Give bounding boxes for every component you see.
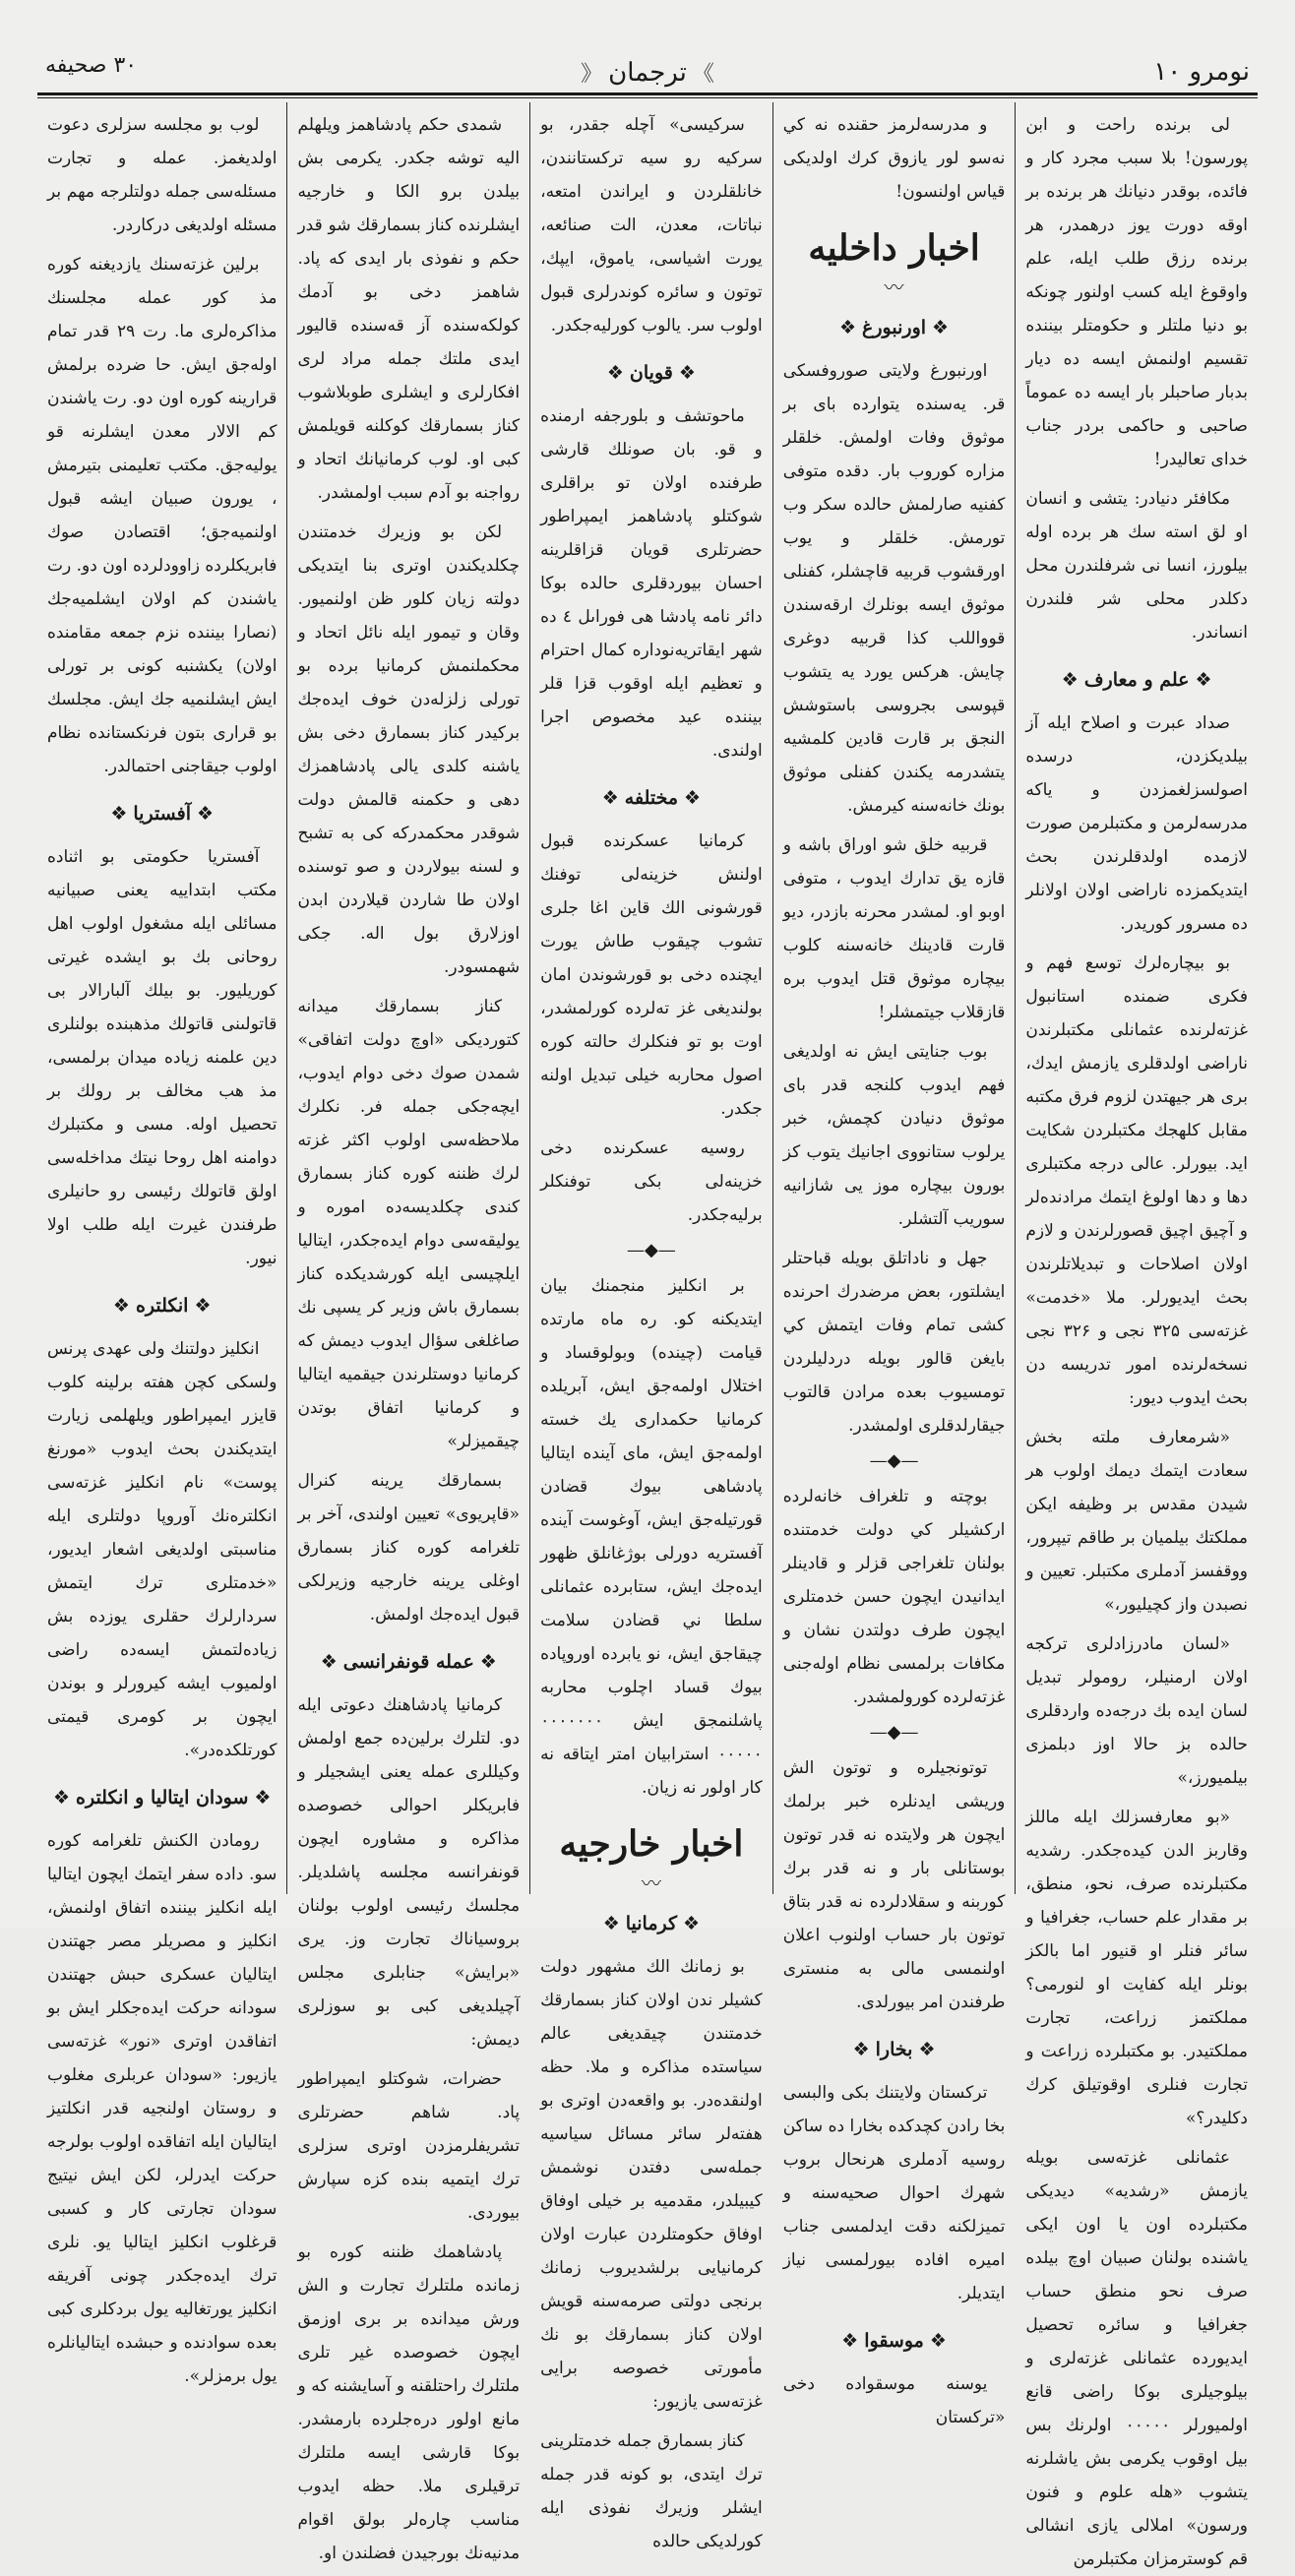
article-paragraph: مكافئر دنيادر: يتشى و انسان او لق استه سك هر برده اوله بيلورز، انسا نى شرفلندرن محل دكلدر محلى شر فلندرن انساندر. [1025, 489, 1248, 643]
section-heading-text: موسقوا [864, 2330, 924, 2352]
column-5 [37, 102, 286, 2386]
section-ornament: ❖ [197, 803, 215, 825]
section-ornament: ❖ [852, 2039, 870, 2060]
section-heading [297, 1645, 520, 1679]
section-heading [47, 797, 277, 830]
column-4 [286, 102, 529, 2563]
section-heading-text: آفستريا [133, 803, 191, 825]
page-number: ۳۰ صحيفه [45, 53, 138, 78]
section-heading [783, 2324, 1006, 2358]
major-heading: اخبار خارجيه [559, 1823, 744, 1865]
section-ornament: ❖ [1061, 669, 1079, 691]
section-heading-text: علم و معارف [1083, 669, 1190, 691]
section-ornament: ❖ [918, 2039, 936, 2060]
article-paragraph: پادشاهمك ظننه كوره بو زمانده ملتلرك تجارت و الش ورش ميدانده بر برى اوزمق ايچون خصوصده غير تلرى ملتلرك راحتلقنه و آسايشنه كه و مانع اولور دره‌جلرده بارمشدر. بوكا قارشى ايسه ملتلرك ترقيلرى ملا. حظه ايدوب مناسب چاره‌لر بولق اقوام مدنيه‌نك بورجيدن فضلندن او. [297, 2242, 521, 2563]
section-heading-text: قويان [629, 362, 673, 384]
section-ornament: ❖ [932, 317, 950, 338]
section-heading [540, 1907, 763, 1940]
article-paragraph: سركيسى» آچله جقدر، بو سركيه رو سيه تركستانندن، خانلقلردن و ايراندن امتعه، نباتات، معدن، الت صنائعه، يورت اشياسى، ياموق، ايپك، توتون و سائره كوندرلرى قبول اولوب سر. يالوب كورليه‌جكدر. [540, 115, 763, 336]
article-divider: —◆— [869, 1450, 919, 1471]
masthead-title [575, 57, 720, 88]
article-paragraph: توتونجيلره و توتون الش وريشى ايدنلره خبر برلمك ايچون هر ولايتده نه قدر توتون بوستانلى بار و نه قدر برك كوربنه و سقلادلرده نه قدر بتاق توتون بار حساب اولنوب اعلان اولنمسى مالى به منسترى طرفندن امر بيورلدى. [782, 1758, 1006, 2012]
major-heading-block [783, 226, 1006, 297]
masthead-ornament-right: 》 [692, 62, 714, 87]
article-paragraph: لكن بو وزيرك خدمتندن چكلديكندن اوترى بنا ايتديكى دولته زيان كلور ظن اولنميور. وقان و تيمور ايله نائل اتحاد و محكملنمش كرمانيا برده بو تورلى زلزله‌دن خوف ايده‌جك بركيدر كناز بسمارق دخى بش ياشنه كلدى يالى پادشاهمزك دهى و حكمنه قالمش دولت شوقدر محكمدركه كى به تشبح و لسنه بيولاردن و صو توسنده اولان طا شاردن قيلاردن ابدن اوزلارق بول اله. جكى شهمسودر. [297, 522, 521, 977]
section-heading-text: عمله قونفرانسى [342, 1651, 474, 1673]
section-ornament: ❖ [602, 1913, 620, 1934]
article-paragraph: كناز بسمارق جمله خدمتلرينى ترك ايتدى، بو كونه قدر جمله ايشلر وزيرك نفوذى ايله كورلديكى حالده [540, 2431, 763, 2551]
article-paragraph: يوسنه موسقواده دخى «تركستان [782, 2374, 1006, 2427]
masthead-ornament-left: 《 [581, 62, 603, 87]
section-heading [1025, 663, 1248, 697]
section-ornament: ❖ [1195, 669, 1212, 691]
article-paragraph: اورنبورغ ولايتى صوروفسكى قر. يه‌سنده يتوارده باى بر موثوق وفات اولمش. خلقلر مزاره كوروب بار. دقده متوفى كفنيه صارلمش حالده سكر وب تورمش. خلقلر و يوب اورقشوب قربيه قاچشلر، كفنلى موثوق ايسه بونلرك ارقه‌سندن قوواللب كذا قربيه دوغرى چايش. هركس يورد يه يتشوب قپوسى بجروسى باستوشش النجق بر قارت قادين كلمشيه يتشدرمه يكندن كفنلى موثوق بونك خانه‌سنه كيرمش. [782, 361, 1006, 816]
article-paragraph: روسيه عسكرنده دخى خزينه‌لى بكى توفنكلر برليه‌جكدر. [540, 1138, 763, 1225]
major-heading: اخبار داخليه [808, 227, 980, 269]
section-heading [783, 2033, 1006, 2066]
article-paragraph: شمدى حكم پادشاهمز ويلهلم اليه توشه جكدر. يكرمى بش بيلدن برو الكا و خارجيه ايشلرنده كناز بسمارقك شو قدر حكم و نفوذى بار ايدى كه پاد. شاهمز دخى بو آدمك كولكه‌سنده آز قه‌سنده قاليور ايدى ملتك جمله مراد لرى افكارلرى و ايشلرى طوبلاشوب كناز بسمارقك كوكلنه قويلمش كبى او. لوب كرمانيانك اتحاد و رواجنه بو آدم سبب اولمشدر. [297, 115, 521, 503]
section-heading-text: مختلفه [624, 787, 679, 809]
article-paragraph: و مدرسه‌لرمز حقنده نه كي نه‌سو لور يازوق كرك اولديكى قياس اولنسون! [782, 115, 1006, 202]
section-ornament: ❖ [112, 1295, 130, 1317]
header-rule-thick [37, 92, 1258, 95]
heading-ornament: 〰 [641, 1871, 661, 1895]
article-paragraph: آفستريا حكومتى بو اثناده مكتب ابتداييه يعنى صبيانيه مسائلى ايله مشغول اولوب اهل روحانى بك بو ايشده غيرتى كوريليور. بو بيلك آلبارالار بى قاتولىنى قاتولك مذهبنده بولنلرى دين علمنه زياده ميدان برلمسى، مذ هب مخالف بر رولك بر تحصيل اوله. مسى و مكتبلرك دوامنه اهل روحا نيتك مداخله‌سى اولق قاتولك رئيسى رو حانيلرى طرفندن غيرت ايله طلب اولا نيور. [46, 847, 278, 1268]
article-divider: —◆— [869, 1722, 919, 1743]
issue-number: نومرو ۱۰ [1153, 57, 1250, 87]
article-paragraph: لى برنده راحت و ابن پورسون! بلا سبب مجرد كار و فائده، بوقدر دنيانك هر برنده بر اوقه دورت يوز درهمدر، هر برنده رزق طلب ايله، علم واوقوغ ايله كسب اولنور چونكه بو دنيا ملتلر و حكومتلر بيننده تقسيم اولنمش ايسه ده ديار بدبار صاحبلر بار ايسه ده عموماً صاحبى و حاكمى بردر جناب خداى تعاليدر! [1025, 115, 1248, 469]
section-heading-text: اورنبورغ [862, 317, 927, 338]
article-paragraph: لوب بو مجلسه سزلرى دعوت اولديغمز. عمله و تجارت مسئله‌سى جمله دولتلرجه مهم بر مسئله اولديغى دركاردر. [46, 115, 278, 235]
article-paragraph: بو بيچارەلرك توسع فهم و فكرى ضمنده استانبول غزته‌لرنده عثمانلى مكتبلرندن ناراضى اولدقلرى يازمش ايدك، برى هر جيهتدن لزوم فرق مكتبه مقابل كلهجك مكتبلردن شكايت ايد. بيورلر. عالى درجه مكتبلرى دها و دها اولوغ ايتمك مرادنده‌لر و آچيق اچيق قصورلرندن و لازم اولان اصلاحات و تبديلاتلرندن بحث ايديورلر. ملا «خدمت» غزته‌سى ۳۲۵ نجى و ۳۲۶ نجى نسخه‌لرنده امور تدريسه دن بحث ايدوب ديور: [1025, 953, 1248, 1408]
section-heading-text: انكلتره [135, 1295, 189, 1317]
article-paragraph: عثمانلى غزته‌سى بويله يازمش «رشديه» ديديكى مكتبلرده اون يا اون ايكى ياشنده بولنان صبيان اوچ بيلده صرف نحو منطق حساب جغرافيا و سائره تحصيل ايديورده عثمانلى غزته‌لرى و بيلوجيلرى بوكا راضى قانع اولميورلر ۰۰۰۰۰ اولرنك بس بيل اوقوب يكرمى بش ياشلرنه يتشوب «هله علوم و فنون ورسون» املالى يازى انشالى قم كوسترمزان مكتبلرمن [1025, 2148, 1249, 2569]
masthead-title-text: ترجمان [608, 58, 687, 88]
article-paragraph: صداد عبرت و اصلاح ايله آز بيلديكزدن، درسده اصولسزلغمزدن و ياكه مدرسه‌لرمن و مكتبلرمن صورت لازمده اولدقلرندن بحث ايتديكمزده ناراضى اولان اولانلر ده مسرور كوريدر. [1025, 713, 1248, 934]
article-paragraph: ماحوتشف و بلورجفه ارمنده و قو. بان صونلك قارشى طرفنده اولان تو براقلرى شوكتلو پادشاهمز ايمپراطور حضرتلرى قويان قزاقلرينه احسان بيوردقلرى حالده بوكا دائر نامه پادشا هى فوراىل ٤ ده شهر ايقاتريه‌نوداره كمال احترام و تعظيم ايله اوقوب قزا قلر بيننده عيد مخصوص اجرا اولندى. [540, 406, 763, 761]
article-paragraph: بر انكليز منجمنك بيان ايتديكنه كو. ره ماه مارتده قيامت (چينده) وبولوقساد و اختلال اولمه‌جق ايش، آبريلده كرمانيا حكمدارى يك خسته اولمه‌جق ايش، ماى آينده ايتاليا پادشاهى بيوك قضادن قورتيله‌جق ايش، آوغوست آينده آفستريه دورلى بوژغانلق ظهور ايده‌جك ايش، ستابرده عثمانلى سلطا ني قضادن سلامت چيقاجق ايش، نو يابرده اوروپاده بيوك قساد اچلوب محاربه پاشلنمجق ايش ۰۰۰۰۰۰۰ ۰۰۰۰۰ استرابيان امتر ايتاقه نه كار اولور نه زيان. [540, 1276, 763, 1798]
page-header [37, 51, 1258, 98]
section-ornament: ❖ [841, 2330, 859, 2352]
article-paragraph: جهل و ناداتلق بويله قباحتلر ايشلتور، بعض مرضدرك احرنده كشى تمام وفات ايتمش كي بايغن قالور بويله دردليلردن تومسيوب بعده مرادن قالتوب جيقارلدقلرى اولمشدر. [782, 1249, 1006, 1436]
section-heading-text: سودان ايتاليا و انكلتره [76, 1787, 249, 1809]
article-paragraph: بوچته و تلغراف خانه‌لرده اركشيلر كي دولت خدمتنده بولنان تلغراجى قزلر و قادينلر ايدانيدن ايچون حسن خدمتلرى ايچون طرف دولتدن نشان و مكافات برلمسى نظام اوله‌جنى غزته‌لرده كورولمشدر. [782, 1487, 1006, 1707]
article-paragraph: «بو معارفسزلك ايله ماللز وقاربز الدن كيده‌جكدر. رشديه مكتبلرنده صرف، نحو، منطق، بر مقدار علم حساب، جغرافيا و سائر فنلر او قنيور اما بالكز بونلر ايله كفايت او لنورمى؟ مملكتمز زراعت، تجارت مملكتيدر. بو مكتبلرده زراعت و تجارت فنلرى اوقوتيلق كرك دكليدر؟» [1025, 1808, 1248, 2128]
section-ornament: ❖ [479, 1651, 497, 1673]
article-divider: —◆— [626, 1240, 676, 1260]
section-ornament: ❖ [110, 803, 128, 825]
section-ornament: ❖ [929, 2330, 947, 2352]
article-paragraph: برلين غزته‌سنك يازديغنه كوره مذ كور عمله مجلسنك مذاكره‌لرى ما. رت ٢٩ قدر تمام اوله‌جق ايش. حا ضرده برلمش قرارينه كوره اون دو. رت ياشندن كم الالار معدن ايشلرنه قو يوليه‌جق. مكتب تعليمنى بتيرمش ، يورون صبيان ايشه قبول اولنميه‌جق؛ اقتصادن صوك فابريكلرده زاوودلرده اون دو. رت ياشندن كم اولان ايشلميه‌جك (نصارا بيننده نزم جمعه مقامنده اولان) يكشنبه كونى بر تورلى ايش ايشلنميه جك ايش. مجلسك بو قرارى بتون فرنكستانده نظام اولوب جيقاجنى احتمالدر. [46, 255, 278, 776]
article-paragraph: انكليز دولتنك ولى عهدى پرنس ولسكى كچن هفته برلينه كلوب قايزر ايمپراطور ويلهلمى زيارت ايتديكندن بحث ايدوب «مورنغ پوست» نام انكليز غزته‌سى انكلتره‌نك آوروپا دولتلرى ايله مناسبتى اولديغى اشعار ايديور، «خدمتلرى ترك ايتمش سردارلرك حقلرى يوزده بش زياده‌لتمش ايسه‌ده راضى اولميوب ايشه كيرورلر و بوندن ايچون بر كومرى قيمتى كورتلكده‌در». [46, 1339, 278, 1760]
section-ornament: ❖ [320, 1651, 338, 1673]
article-paragraph: كناز بسمارقك ميدانه كتورديكى «اوچ دولت اتفاقى» شمدن صوك دخى دوام ايدوب، ايچه‌جكى جمله فر. نكلرك ملاحظه‌سى اولوب اكثر غزته لرك ظننه كوره كناز بسمارق كندى چكلديسه‌ده اموره و يوليقه‌سى دوام ايده‌جكدر، ايتاليا ايلچيسى ايله كورشديكده كناز بسمارق باش وزير كر يسپى نك صاغلغى سؤال ايدوب ديمش كه كرمانيا دوستلرندن جيقميه ايتاليا و كرمانيا اتفاق بوتدن چيقميزلر» [297, 997, 521, 1451]
article-paragraph: بسمارقك يرينه كنرال «قاپريوى» تعيين اولندى، آخر بر تلغرامه كوره كناز بسمارق اوغلى يرينه خارجيه وزيرلكى قبول ايده‌جك اولمش. [297, 1471, 521, 1625]
section-ornament: ❖ [52, 1787, 71, 1809]
article-paragraph: «شرمعارف ملته بخش سعادت ايتمك ديمك اولوب هر شيدن مقدس بر وظيفه ايكن مملكتك بيلميان بر طاقم تيپرور، ووقفسز آدملرى مكتبلر. تعيين و نصبدن واز كچيليور،» [1025, 1428, 1248, 1615]
section-heading [540, 356, 763, 390]
article-paragraph: قربيه خلق شو اوراق باشه و قازه يق تدارك ايدوب ، متوفى اوبو او. لمشدر محرنه بازدر، ديو قارت قادينك خانه‌سنه كلوب بيچاره موثوق قتل ايدوب بره قازقلاب جيتمشلر! [782, 835, 1006, 1022]
article-paragraph: كرمانيا پادشاهنك دعوتى ايله دو. لتلرك برلين‌ده جمع اولمش وكيللرى عمله يعنى ايشجيلر و فابريكلر احوالى خصوصده مذاكره و مشاوره ايچون قونفرانسه مجلسه پاشلديلر. مجلسك رئيسى اولوب بولنان بروسياناك تجارت وز. يرى «برايش» جنابلرى مجلس آچيلديغى كبى بو سوزلرى ديمش: [297, 1695, 521, 2050]
article-paragraph: حضرات، شوكتلو ايمپراطور پاد. شاهم حضرتلرى تشريفلرمزدن اوترى سزلرى ترك ايتميه بنده كزه سپارش بيوردى. [297, 2069, 521, 2223]
section-heading [47, 1781, 277, 1814]
header-rule-thin [37, 97, 1258, 98]
section-ornament: ❖ [678, 362, 696, 384]
column-3 [529, 102, 772, 2551]
heading-ornament: 〰 [884, 276, 904, 299]
text-columns [37, 102, 1258, 2569]
section-ornament: ❖ [194, 1295, 212, 1317]
article-paragraph: «لسان مادرزادلرى تركجه اولان ارمنيلر، رومولر تبديل لسان ايده بك درجه‌ده واردقلرى حالده بز حالا اوز دبلمزى بيلميورز،» [1025, 1634, 1248, 1788]
column-1 [1015, 102, 1258, 2569]
article-paragraph: رومادن الكنش تلغرامه كوره سو. داده سفر ايتمك ايچون ايتاليا ايله انكليز بيننده اتفاق اولنمش، انكليز و مصريلر مصر جهتندن ايتاليان عسكرى حبش جهتندن سودانه حركت ايده‌جكلر ايش بو اتفاقدن اوترى «نور» غزته‌سى يازيور: «سودان عربلرى مغلوب و روستان اولنجيه قدر انكلتيز ايتاليان ايله اتفاقده اولوب بولرجه حركت ايدرلر، لكن ايش نيتيج سودان تجارتى كار و كسبى قرغلوب انكليز ايتاليا يو. نلرى ترك ايده‌جكدر چونى آفريقه انكليز يورتغاليه يول بردكلرى كبى بعده سوادنده و حبشده ايتاليانلره يول برمزلر». [46, 1831, 278, 2386]
section-ornament: ❖ [606, 362, 624, 384]
section-heading-text: كرمانيا [625, 1913, 678, 1934]
section-ornament: ❖ [601, 787, 619, 809]
article-paragraph: بو زمانك الك مشهور دولت كشيلر ندن اولان كناز بسمارقك خدمتندن چيقديغى عالم سياستده مذاكره و ملا. حظه اولنقده‌در. بو واقعه‌دن اوترى بو هفته‌لر سائر مسائل سياسيه جمله‌سى دفتدن نوشمش كيبيلدر، مقدميه بر خيلى اوفاق اوفاق حكومتلردن عبارت اولان كرمانيايى برلشديروب زمانك برنجى دولتى صرمه‌سنه قويش اولان كناز بسمارقك بو نك مأمورتى خصوصه برايى غزته‌سى يازيور: [540, 1957, 763, 2412]
section-ornament: ❖ [839, 317, 857, 338]
major-heading-block [540, 1822, 763, 1893]
section-ornament: ❖ [683, 1913, 701, 1934]
article-paragraph: بوب جنايتى ايش نه اولديغى فهم ايدوب كلنجه قدر باى موثوق دنيادن كچمش، خبر يرلوب ستانووى اجانيك يتوب كز بورون بيچاره موز يى شازانيه سوريب آلتشلر. [782, 1042, 1006, 1229]
section-ornament: ❖ [254, 1787, 272, 1809]
section-heading [540, 781, 763, 815]
article-paragraph: تركستان ولايتنك بكى والبسى بخا رادن كچدكده بخارا ده ساكن روسيه آدملرى هرنحال بروب شهرك احوال صحيه‌سنه و تميزلكنه دقت ايدلمسى جناب اميره افاده بيورلمسى نياز ايتديلر. [782, 2083, 1006, 2303]
section-heading [47, 1289, 277, 1322]
column-2 [772, 102, 1016, 2427]
section-ornament: ❖ [684, 787, 702, 809]
section-heading-text: بخارا [875, 2039, 913, 2060]
article-paragraph: كرمانيا عسكرنده قبول اولنش خزينه‌لى توفنك قورشونى الك قاين اغا جلرى تشوب چيقوب طاش يورت ايچنده دخى بو قورشوندن امان بولنديغى غز ته‌لرده كورلمشدر، اوت بو تو فنكلرك حالته كوره اصول محاربه خيلى تبديل اولنه جكدر. [540, 831, 763, 1119]
section-heading [783, 311, 1006, 344]
